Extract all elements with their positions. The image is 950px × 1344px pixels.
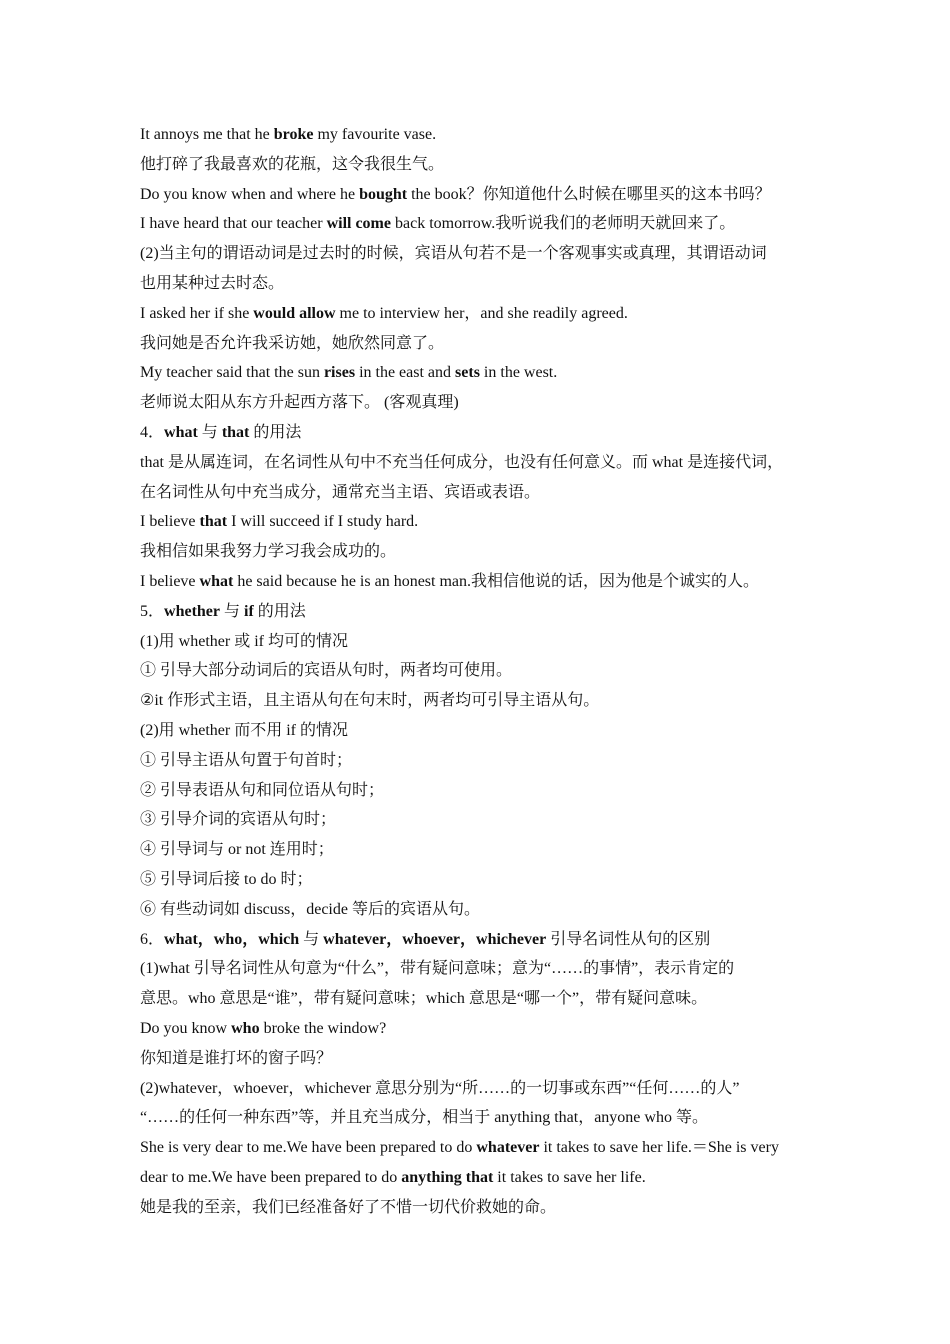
rule-text [140,954,830,984]
rule-text [140,269,830,299]
rule-text [140,239,830,269]
text-run: My teacher said that the sun [140,364,324,382]
text-run: 5． [140,602,165,620]
emphasis-text: that [221,423,250,441]
text-run: dear to me.We have been prepared to do [140,1168,402,1186]
example-sentence [140,120,830,150]
text-run: my favourite vase. [313,126,437,143]
emphasis-text: sets [455,364,480,382]
text-run: 与 [299,930,324,948]
emphasis-text: what，who，which [164,930,300,948]
text-run: 引导名词性从句的区别 [546,930,711,948]
text-run: ②it 作形式主语，且主语从句在句末时，两者均可引导主语从句。 [140,692,600,710]
emphasis-text: broke [273,126,314,143]
emphasis-text: would allow [253,304,336,322]
translation-line [140,388,830,418]
text-run: ⑤ 引导词后接 to do 时； [140,870,313,888]
emphasis-text: anything that [401,1168,494,1186]
rule-text [140,686,830,716]
section-heading [140,925,830,955]
rule-text [140,627,830,657]
rule-text [140,895,830,925]
text-run: ① 引导主语从句置于句首时； [140,751,353,769]
text-run: 与 [220,602,245,620]
rule-text [140,746,830,776]
example-sentence [140,358,830,388]
example-sentence [140,1014,830,1044]
rule-text [140,1074,830,1104]
text-run: it takes to save her life. [493,1168,646,1186]
text-run: in the west. [479,364,558,382]
text-run: ⑥ 有些动词如 discuss，decide 等后的宾语从句。 [140,900,480,918]
translation-line [140,1044,830,1074]
text-run: 的用法 [253,602,306,620]
rule-text [140,656,830,686]
emphasis-text: whether [164,602,220,620]
text-run: I believe [140,513,200,531]
text-run: ③ 引导介词的宾语从句时； [140,811,337,829]
emphasis-text: if [244,602,254,620]
text-run: that 是从属连词，在名词性从句中不充当任何成分，也没有任何意义。而 what 是连接代词， [140,453,784,471]
text-run: “……的任何一种东西”等，并且充当成分，相当于 anything that，anyone who 等。 [140,1109,708,1127]
text-run: back tomorrow.我听说我们的老师明天就回来了。 [390,215,736,233]
text-run: 我相信如果我努力学习我会成功的。 [140,543,397,561]
text-run: Do you know when and where he [140,185,360,203]
rule-text [140,865,830,895]
example-sentence [140,1163,830,1193]
text-run: 老师说太阳从东方升起西方落下。 (客观真理) [140,394,459,412]
text-run: ① 引导大部分动词后的宾语从句时，两者均可使用。 [140,662,513,680]
example-sentence [140,567,830,597]
text-run: (2)当主句的谓语动词是过去时的时候，宾语从句若不是一个客观事实或真理，其谓语动词 [140,245,767,263]
text-run: in the east and [355,364,456,382]
emphasis-text: rises [323,364,356,382]
text-run: the book？你知道他什么时候在哪里买的这本书吗？ [407,185,771,203]
emphasis-text: whatever [476,1139,540,1157]
text-run: (2)用 whether 而不用 if 的情况 [140,721,348,739]
rule-text [140,1103,830,1133]
rule-text [140,448,830,478]
emphasis-text: will come [326,215,391,233]
text-run: 也用某种过去时态。 [140,274,285,292]
text-run: It annoys me that he [140,126,274,143]
text-run: 她是我的至亲，我们已经准备好了不惜一切代价救她的命。 [140,1198,557,1216]
text-run: ④ 引导词与 or not 连用时； [140,841,334,859]
text-run: I have heard that our teacher [140,215,327,233]
emphasis-text: bought [359,185,408,203]
text-run: 在名词性从句中充当成分，通常充当主语、宾语或表语。 [140,483,541,501]
translation-line [140,150,830,180]
text-run: Do you know [140,1019,232,1037]
translation-line [140,1193,830,1223]
text-run: 意思。who 意思是“谁”，带有疑问意味；which 意思是“哪一个”，带有疑问意味。 [140,990,708,1008]
text-run: he said because he is an honest man.我相信他说的话，因为他是个诚实的人。 [233,572,760,590]
text-run: broke the window? [259,1019,387,1037]
text-run: (1)what 引导名词性从句意为“什么”，带有疑问意味；意为“……的事情”，表示肯定的 [140,960,735,978]
example-sentence [140,299,830,329]
text-run: (1)用 whether 或 if 均可的情况 [140,632,348,650]
text-run: 与 [197,423,222,441]
document-body [140,120,830,1222]
text-run: me to interview her，and she readily agreed. [335,304,628,322]
text-run: 我问她是否允许我采访她，她欣然同意了。 [140,334,445,352]
text-run: She is very dear to me.We have been prepared to do [140,1139,477,1157]
text-run: I asked her if she [140,304,254,322]
text-run: (2)whatever，whoever，whichever 意思分别为“所……的一切事或东西”“任何……的人” [140,1079,740,1097]
emphasis-text: that [199,513,228,531]
section-heading [140,597,830,627]
translation-line [140,329,830,359]
example-sentence [140,180,830,210]
emphasis-text: what [199,572,234,590]
text-run: ② 引导表语从句和同位语从句时； [140,781,385,799]
text-run: I will succeed if I study hard. [227,513,419,531]
emphasis-text: whatever，whoever，whichever [323,930,547,948]
rule-text [140,716,830,746]
emphasis-text: what [164,423,198,441]
example-sentence [140,507,830,537]
text-run: it takes to save her life.＝She is very [539,1139,779,1157]
translation-line [140,537,830,567]
text-run: I believe [140,572,200,590]
text-run: 4． [140,423,165,441]
rule-text [140,805,830,835]
text-run: 他打碎了我最喜欢的花瓶，这令我很生气。 [140,155,445,173]
section-heading [140,418,830,448]
text-run: 6． [140,930,165,948]
rule-text [140,478,830,508]
rule-text [140,835,830,865]
emphasis-text: who [231,1019,260,1037]
text-run: 的用法 [249,423,302,441]
rule-text [140,776,830,806]
text-run: 你知道是谁打坏的窗子吗？ [140,1049,333,1067]
rule-text [140,984,830,1014]
example-sentence [140,1133,830,1163]
example-sentence [140,209,830,239]
